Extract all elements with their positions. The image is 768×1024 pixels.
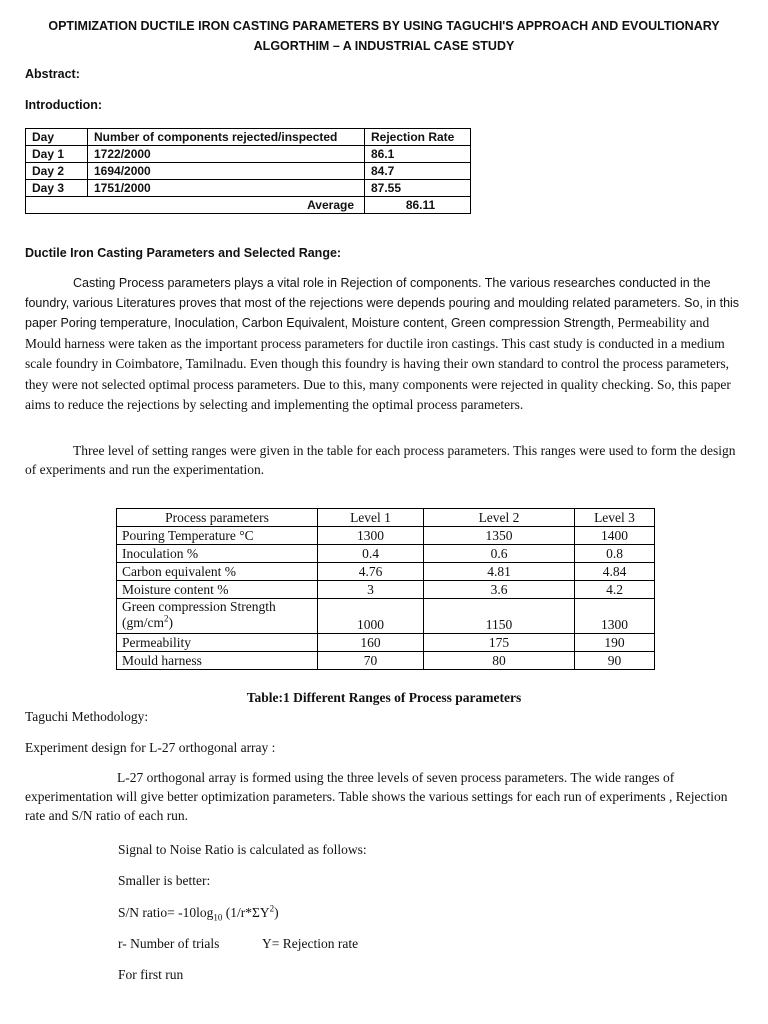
paragraph-casting xyxy=(25,274,740,416)
cell-param: Pouring Temperature °C xyxy=(117,527,318,545)
introduction-heading: Introduction: xyxy=(25,98,103,112)
sn-formula xyxy=(118,903,279,922)
cell-param: Mould harness xyxy=(117,652,318,670)
header-count: Number of components rejected/inspected xyxy=(88,129,365,146)
table-header-row xyxy=(117,509,655,527)
cell-level3: 190 xyxy=(575,634,655,652)
formula-sub: 10 xyxy=(213,912,223,923)
cell-param-green xyxy=(117,599,318,634)
sn-intro: Signal to Noise Ratio is calculated as follows: xyxy=(118,842,367,857)
cell-level3: 90 xyxy=(575,652,655,670)
table-row xyxy=(26,163,471,180)
cell-count: 1722/2000 xyxy=(88,146,365,163)
green-line2-end: ) xyxy=(168,615,173,630)
cell-level3: 4.2 xyxy=(575,581,655,599)
header-level2: Level 2 xyxy=(424,509,575,527)
table-row xyxy=(117,581,655,599)
average-value: 86.11 xyxy=(365,197,471,214)
cell-rate: 86.1 xyxy=(365,146,471,163)
cell-level3: 0.8 xyxy=(575,545,655,563)
cell-level2: 4.81 xyxy=(424,563,575,581)
cell-param: Carbon equivalent % xyxy=(117,563,318,581)
table-row xyxy=(117,527,655,545)
paragraph-casting-part2: Permeability and Mould harness were taken as the important process parameters for ductile iron castings. This cast study is conducted in a medium scale foundry in Coimbatore, Tamilnadu. Even though this foundry is having their own standard to control the process parameters, they were not selected optimal process parameters. Due to this, many components were rejected in quality checking. So, this paper aims to reduce the rejections by selecting and implementing the optimal process parameters. xyxy=(25,315,731,412)
cell-level3: 4.84 xyxy=(575,563,655,581)
experiment-heading: Experiment design for L-27 orthogonal array : xyxy=(25,740,276,755)
formula-middle: (1/r*ΣY xyxy=(222,905,270,920)
header-rate: Rejection Rate xyxy=(365,129,471,146)
abstract-heading: Abstract: xyxy=(25,67,80,81)
cell-level1: 1300 xyxy=(318,527,424,545)
cell-level3: 1300 xyxy=(575,599,655,634)
paragraph-casting-part1: Casting Process parameters plays a vital role in Rejection of components. The various researches conducted in the foundry, various Literatures proves that most of the rejections were depends pouring and moulding related parameters. So, in this paper Poring temperature, Inoculation, Carbon Equivalent, Moisture content, Green compression Strength, xyxy=(25,276,740,330)
cell-level1: 70 xyxy=(318,652,424,670)
cell-level3: 1400 xyxy=(575,527,655,545)
formula-sup: 2 xyxy=(269,903,275,914)
table-row xyxy=(117,634,655,652)
taguchi-heading: Taguchi Methodology: xyxy=(25,709,149,724)
cell-level2: 0.6 xyxy=(424,545,575,563)
cell-count: 1751/2000 xyxy=(88,180,365,197)
table-caption: Table:1 Different Ranges of Process parameters xyxy=(246,690,522,705)
cell-level2: 175 xyxy=(424,634,575,652)
cell-day: Day 3 xyxy=(26,180,88,197)
cell-level1: 0.4 xyxy=(318,545,424,563)
paragraph-l27: L-27 orthogonal array is formed using the three levels of seven process parameters. The wide ranges of experimentation will give better optimization parameters. Table shows the various settings for each run of experiments , Rejection rate and S/N ratio of each run. xyxy=(25,770,728,823)
cell-day: Day 2 xyxy=(26,163,88,180)
table-row xyxy=(117,545,655,563)
cell-level2: 1350 xyxy=(424,527,575,545)
header-level3: Level 3 xyxy=(575,509,655,527)
green-line1: Green compression Strength xyxy=(122,599,276,614)
average-label: Average xyxy=(26,197,365,214)
cell-level1: 1000 xyxy=(318,599,424,634)
cell-param: Moisture content % xyxy=(117,581,318,599)
cell-param: Inoculation % xyxy=(117,545,318,563)
smaller-is-better: Smaller is better: xyxy=(118,873,211,888)
cell-rate: 87.55 xyxy=(365,180,471,197)
formula-prefix: S/N ratio= -10log xyxy=(118,905,214,920)
green-line2: (gm/cm xyxy=(122,615,164,630)
cell-day: Day 1 xyxy=(26,146,88,163)
cell-level1: 3 xyxy=(318,581,424,599)
formula-suffix: ) xyxy=(274,905,279,920)
trials-label: r- Number of trials xyxy=(118,936,220,951)
first-run: For first run xyxy=(118,967,184,982)
cell-count: 1694/2000 xyxy=(88,163,365,180)
table-row xyxy=(26,146,471,163)
cell-level2: 1150 xyxy=(424,599,575,634)
table-row xyxy=(117,652,655,670)
y-label: Y= Rejection rate xyxy=(262,936,359,951)
header-level1: Level 1 xyxy=(318,509,424,527)
table-row xyxy=(117,563,655,581)
process-parameters-table xyxy=(116,508,655,670)
green-sup: 2 xyxy=(164,613,169,624)
cell-level1: 4.76 xyxy=(318,563,424,581)
header-day: Day xyxy=(26,129,88,146)
table-row xyxy=(26,180,471,197)
table-header-row xyxy=(26,129,471,146)
rejection-table xyxy=(25,128,471,214)
cell-param: Permeability xyxy=(117,634,318,652)
cell-level1: 160 xyxy=(318,634,424,652)
average-row xyxy=(26,197,471,214)
table-row xyxy=(117,599,655,634)
cell-level2: 80 xyxy=(424,652,575,670)
header-param: Process parameters xyxy=(117,509,318,527)
paragraph-levels: Three level of setting ranges were given in the table for each process parameters. This ranges were used to form the design of experiments and run the experimentation. xyxy=(25,443,736,477)
cell-level2: 3.6 xyxy=(424,581,575,599)
section-heading: Ductile Iron Casting Parameters and Selected Range: xyxy=(25,246,342,260)
cell-rate: 84.7 xyxy=(365,163,471,180)
document-title: OPTIMIZATION DUCTILE IRON CASTING PARAMETERS BY USING TAGUCHI'S APPROACH AND EVOULTIONARY ALGORTHIM – A INDUSTRIAL CASE STUDY xyxy=(48,19,720,53)
